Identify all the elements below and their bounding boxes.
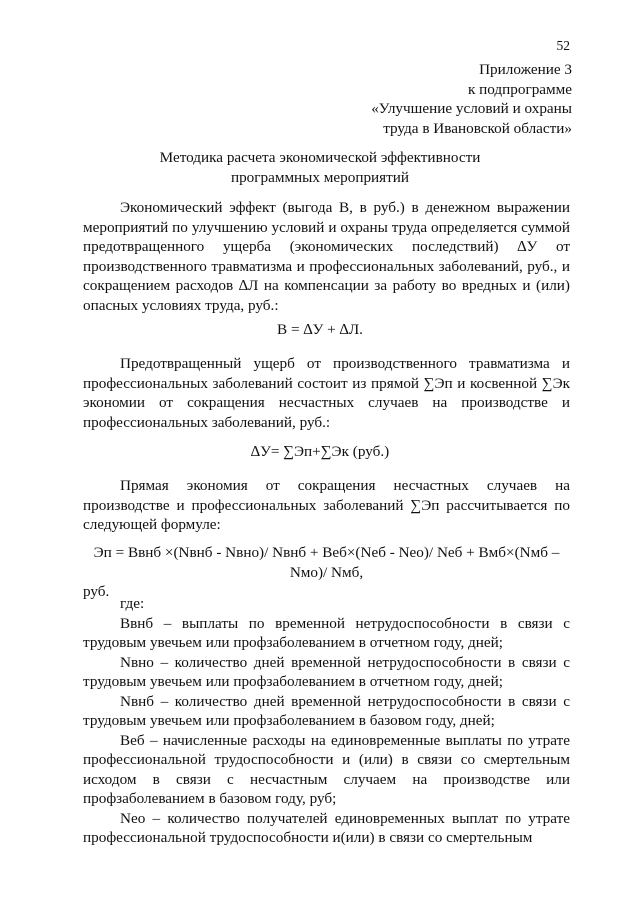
paragraph-text: Экономический эффект (выгода В, в руб.) в денежном выражении мероприятий по улучшению условий и охраны труда определяется суммой предотвращенного ущерба (экономических последствий) ∆У от производственного травматизма и профессиональных заболеваний, руб., и сокращением расходов ∆Л на компенсации за работу во вредных и (или) опасных условиях труда, руб.: — [83, 199, 570, 314]
definitions-intro: где: — [120, 595, 145, 612]
appendix-line: «Улучшение условий и охраны — [371, 100, 572, 117]
appendix-header — [371, 60, 572, 138]
appendix-line: к подпрограмме — [467, 80, 572, 98]
definition-item: Nвно – количество дней временной нетрудоспособности в связи с трудовым увечьем или профзаболеванием в отчетном году, дней; — [83, 653, 570, 690]
formula-damage: ∆У= ∑Эп+∑Эк (руб.) — [250, 443, 390, 460]
title-line: программных мероприятий — [230, 168, 410, 186]
formula-line: Эп = Ввнб ×(Nвнб - Nвно)/ Nвнб + Веб×(Nеб - Nео)/ Nеб + Вмб×(Nмб – Nмо)/ Nмб, — [93, 544, 560, 581]
page-number: 52 — [556, 38, 570, 53]
paragraph-prevented-damage — [83, 354, 570, 432]
appendix-line: труда в Ивановской области» — [383, 119, 572, 137]
definition-item: Ввнб – выплаты по временной нетрудоспособности в связи с трудовым увечьем или профзаболеванием в отчетном году, дней; — [83, 614, 570, 651]
formula-direct-savings — [83, 543, 570, 602]
document-title — [0, 148, 640, 187]
definition-item: Веб – начисленные расходы на единовременные выплаты по утрате профессиональной трудоспособности и (или) в связи со смертельным исходом в связи с несчастным случаем на производстве или профзаболеванием в базовом году, руб; — [83, 731, 570, 807]
paragraph-economic-effect — [83, 198, 570, 315]
paragraph-text: Предотвращенный ущерб от производственного травматизма и профессиональных заболеваний состоит из прямой ∑Эп и косвенной ∑Эк экономии от сокращения несчастных случаев на производстве и профессиональных заболеваний, руб.: — [83, 355, 570, 431]
title-line: Методика расчета экономической эффективности — [159, 149, 481, 166]
definition-item: Nео – количество получателей единовременных выплат по утрате профессиональной трудоспособности и(или) в связи со смертельным — [83, 809, 570, 846]
definitions-list — [83, 594, 570, 848]
paragraph-text: Прямая экономия от сокращения несчастных случаев на производстве и профессиональных заболеваний ∑Эп рассчитывается по следующей формуле: — [83, 477, 570, 533]
definition-item: Nвнб – количество дней временной нетрудоспособности в связи с трудовым увечьем или профзаболеванием в базовом году, дней; — [83, 692, 570, 729]
paragraph-direct-savings — [83, 476, 570, 535]
formula-unit: руб. — [83, 583, 110, 600]
formula-benefit: В = ∆У + ∆Л. — [277, 321, 363, 338]
appendix-line: Приложение 3 — [479, 61, 572, 78]
